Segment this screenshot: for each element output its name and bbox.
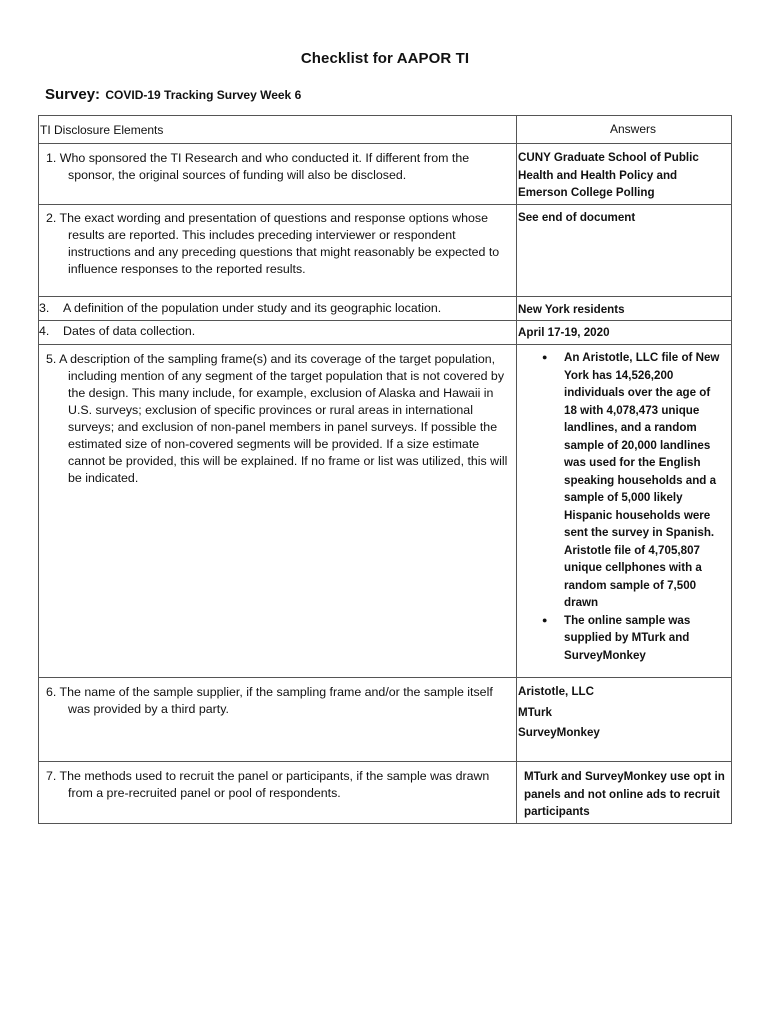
question-4-number: 4. [39, 324, 50, 338]
table-row [39, 144, 732, 205]
table-header-row [39, 116, 732, 144]
answer-1: CUNY Graduate School of Public Health and Health Policy and Emerson College Polling [517, 144, 732, 205]
list-item: ● An Aristotle, LLC file of New York has 14,526,200 individuals over the age of 18 with 4,078,473 unique landlines, and a random sample of 20,000 landlines was used for the English speaking households and a sample of 5,000 likely Hispanic households were sent the survey in Spanish. Aristotle file of 4,705,807 unique cellphones with a random sample of 7,500 drawn [542, 349, 725, 612]
answer-7: MTurk and SurveyMonkey use opt in panels and not online ads to recruit participants [517, 762, 732, 824]
list-item: Aristotle, LLC [518, 685, 595, 698]
answer-6 [517, 678, 732, 762]
answer-5 [517, 345, 732, 678]
disclosure-table [38, 115, 732, 824]
question-2: 2. The exact wording and presentation of questions and response options whose results are reported. This includes preceding interviewer or respondent instructions and any preceding questions that might reasonably be expected to influence responses to the reported results. [39, 204, 517, 296]
header-elements: TI Disclosure Elements [39, 116, 517, 144]
table-row [39, 296, 732, 321]
table-row [39, 762, 732, 824]
table-row [39, 678, 732, 762]
survey-name: COVID-19 Tracking Survey Week 6 [105, 88, 302, 102]
list-item: ● The online sample was supplied by MTurk and SurveyMonkey [542, 612, 725, 665]
question-6: 6. The name of the sample supplier, if the sampling frame and/or the sample itself was provided by a third party. [39, 678, 517, 762]
question-4-text: Dates of data collection. [63, 324, 196, 338]
list-item: MTurk [518, 705, 552, 719]
supplier-list [518, 682, 729, 744]
table-row [39, 204, 732, 296]
survey-line [45, 86, 301, 103]
question-7: 7. The methods used to recruit the panel or participants, if the sample was drawn from a pre-recruited panel or pool of respondents. [39, 762, 517, 824]
list-item: SurveyMonkey [518, 726, 600, 739]
header-answers: Answers [517, 116, 732, 144]
question-4 [39, 321, 517, 345]
question-3-text: A definition of the population under study and its geographic location. [63, 300, 442, 315]
table-row [39, 345, 732, 678]
table-row [39, 321, 732, 345]
question-3 [39, 296, 517, 321]
answer-4: April 17-19, 2020 [517, 321, 732, 345]
question-1: 1. Who sponsored the TI Research and who conducted it. If different from the sponsor, the original sources of funding will also be disclosed. [39, 144, 517, 205]
question-5: 5. A description of the sampling frame(s) and its coverage of the target population, including mention of any segment of the target population that is not covered by the design. This many include, for example, exclusion of Alaska and Hawaii in U.S. surveys; exclusion of specific provinces or rural areas in international surveys; and exclusion of non-panel members in panel surveys. If possible the estimated size of non-covered segments will be provided. If a size estimate cannot be provided, this will be explained. If no frame or list was utilized, this will be indicated. [39, 345, 517, 678]
page-title: Checklist for AAPOR TI [300, 50, 470, 67]
answer-3: New York residents [517, 296, 732, 321]
answer-5-list [518, 349, 729, 664]
answer-2: See end of document [517, 204, 732, 296]
survey-label: Survey: [45, 86, 101, 103]
question-3-number: 3. [39, 300, 50, 315]
